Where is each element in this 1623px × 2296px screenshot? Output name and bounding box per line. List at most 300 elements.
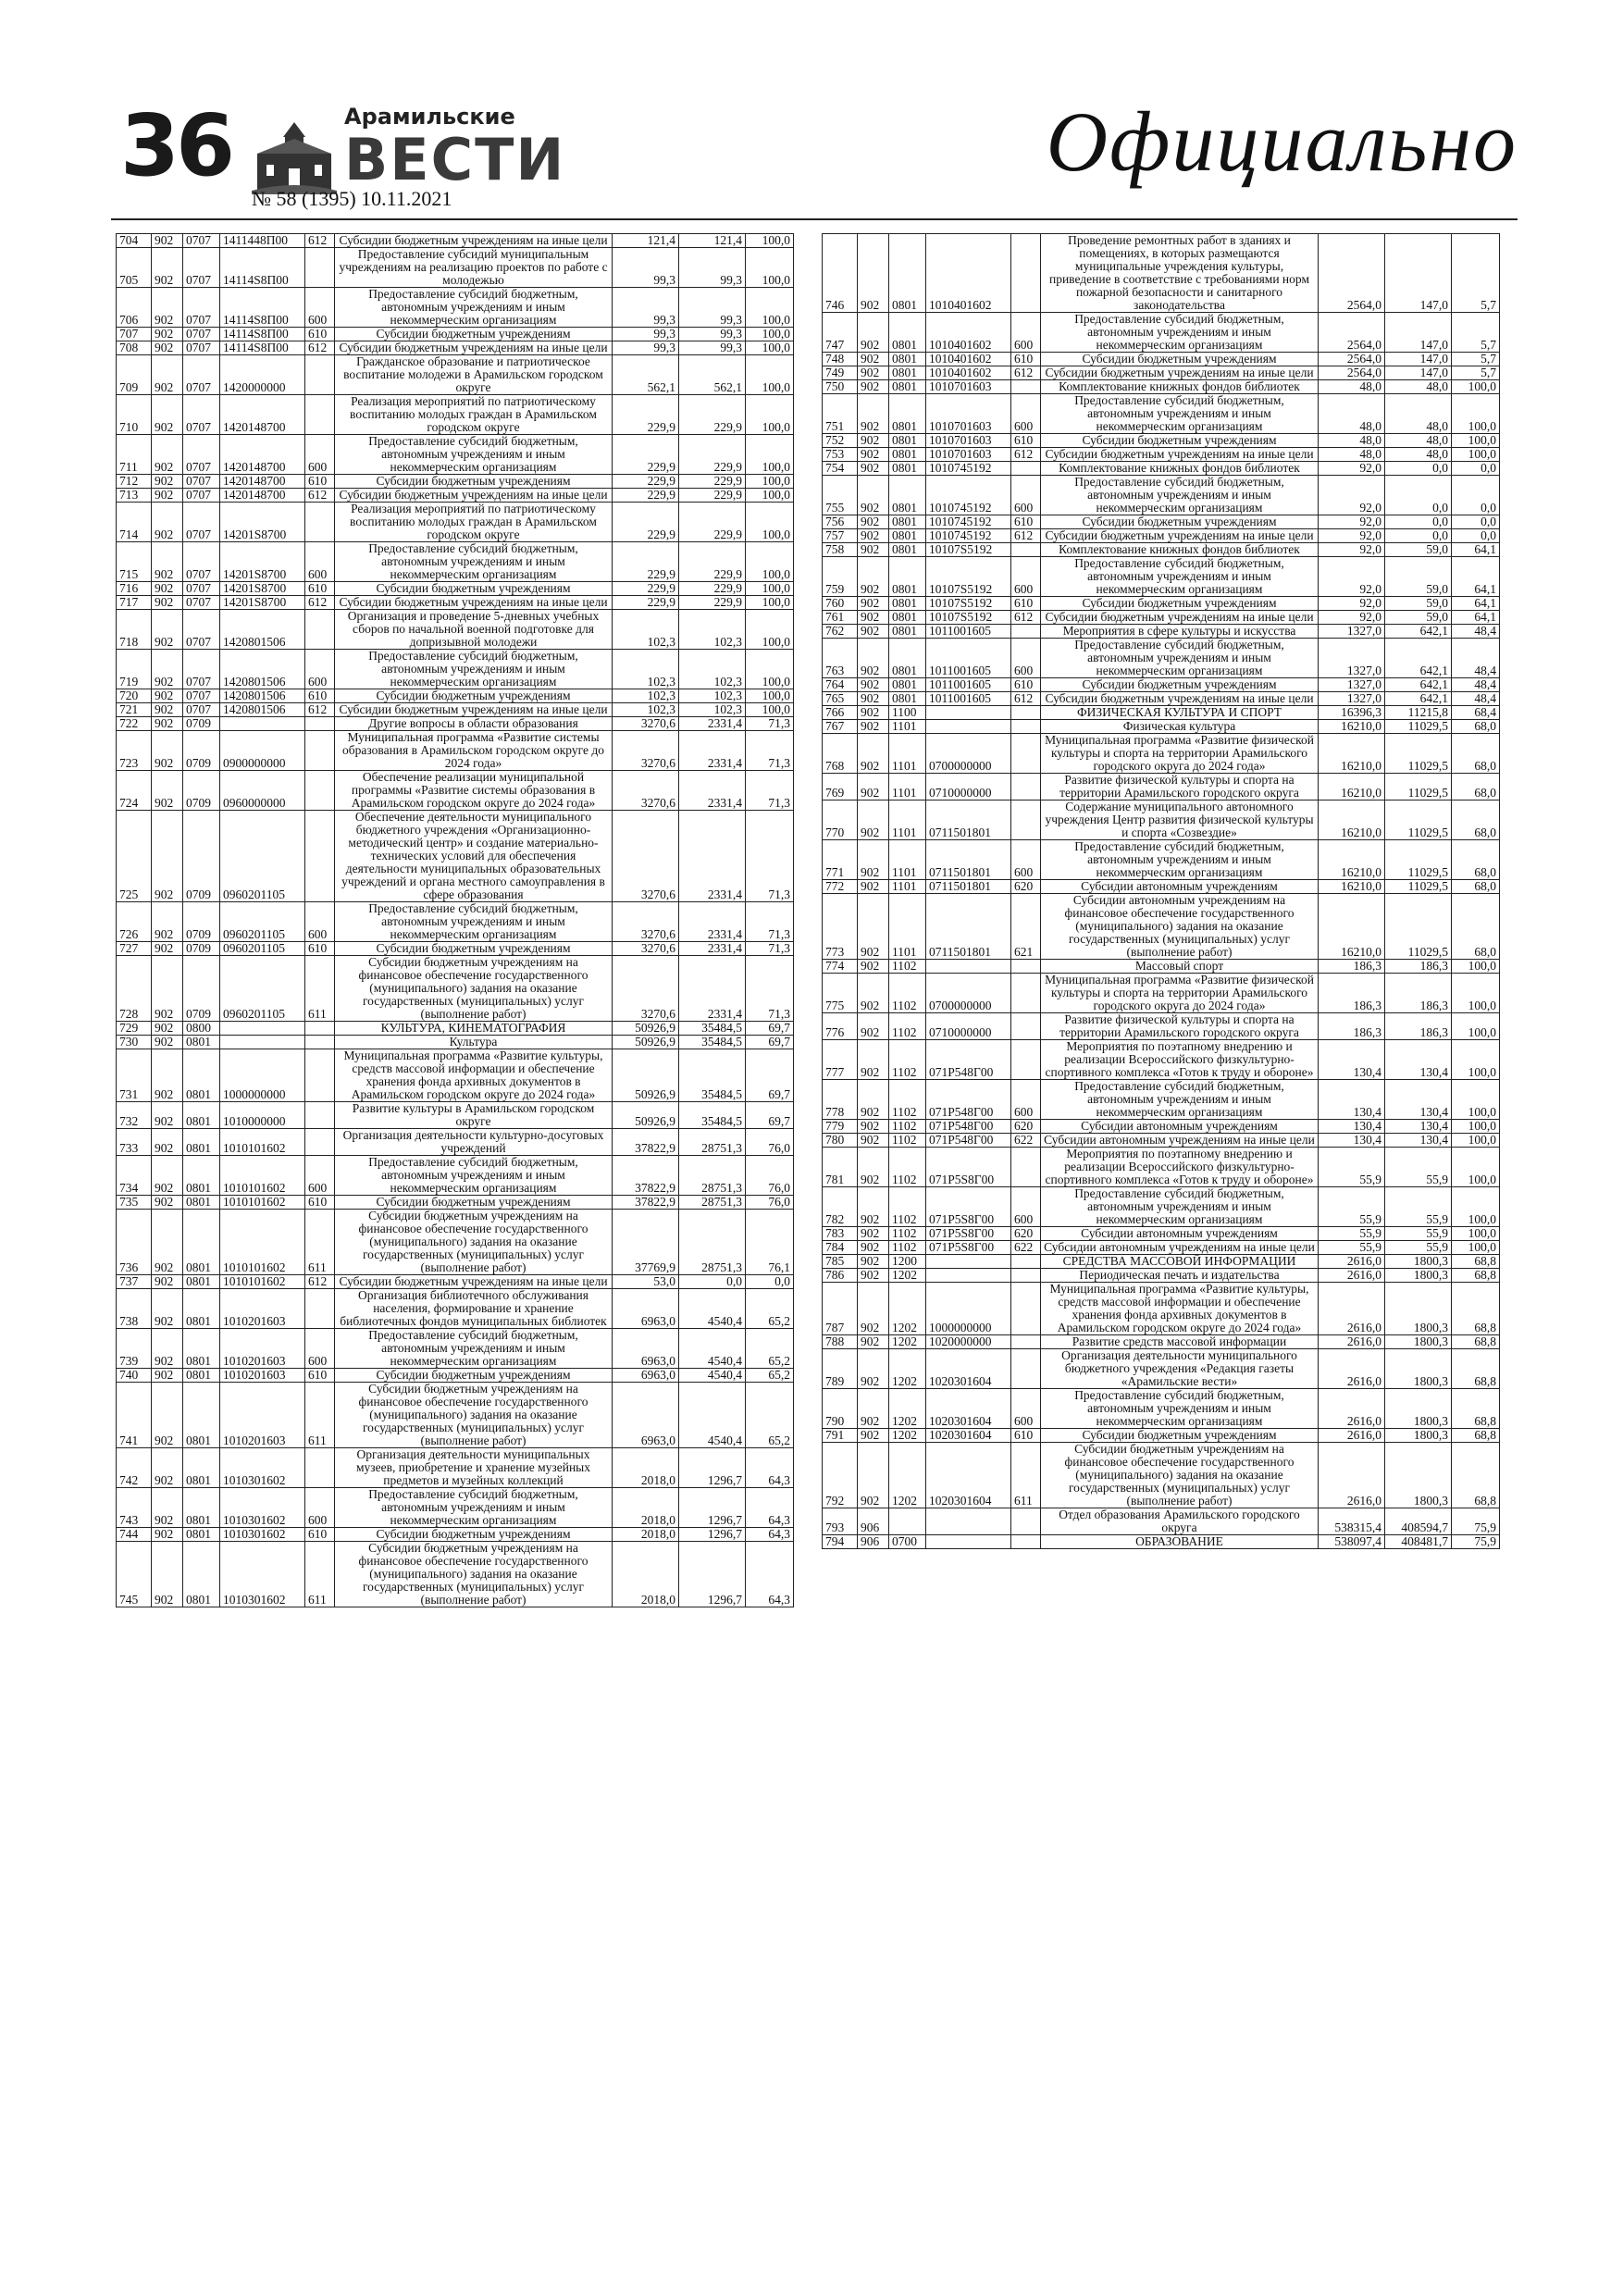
expense-type: 610 — [1011, 434, 1041, 448]
table-row — [117, 731, 794, 771]
department-code: 902 — [858, 1389, 889, 1429]
target-article: 0960201105 — [220, 902, 305, 942]
description: Субсидии автономным учреждениям на иные цели — [1041, 1241, 1319, 1255]
department-code: 902 — [858, 774, 889, 800]
description: Субсидии бюджетным учреждениям — [1041, 678, 1319, 692]
description: Субсидии бюджетным учреждениям на иные цели — [335, 234, 613, 248]
description: ФИЗИЧЕСКАЯ КУЛЬТУРА И СПОРТ — [1041, 706, 1319, 720]
section-code: 0709 — [183, 902, 220, 942]
planned-amount: 562,1 — [613, 355, 679, 395]
execution-percent: 0,0 — [746, 1275, 794, 1289]
description: Физическая культура — [1041, 720, 1319, 734]
planned-amount: 3270,6 — [613, 717, 679, 731]
section-code: 0801 — [889, 678, 926, 692]
description: Субсидии бюджетным учреждениям на финансовое обеспечение государственного (муниципального) задания на оказание государственных (муниципальных) услуг (выполнение работ) — [1041, 1443, 1319, 1508]
section-code: 0801 — [183, 1528, 220, 1542]
section-code: 0707 — [183, 355, 220, 395]
section-code: 1101 — [889, 840, 926, 880]
section-code: 0707 — [183, 395, 220, 435]
description: Организация деятельности муниципальных музеев, приобретение и хранение музейных предметов и музейных коллекций — [335, 1448, 613, 1488]
department-code: 902 — [858, 1040, 889, 1080]
planned-amount: 99,3 — [613, 248, 679, 288]
description: Проведение ремонтных работ в зданиях и помещениях, в которых размещаются муниципальные учреждения культуры, приведение в соответствие с требованиями норм пожарной безопасности и санитарного законодательства — [1041, 234, 1319, 313]
planned-amount: 229,9 — [613, 582, 679, 596]
table-row — [117, 717, 794, 731]
executed-amount: 35484,5 — [679, 1036, 746, 1049]
execution-percent: 100,0 — [1452, 380, 1500, 394]
table-row — [117, 650, 794, 689]
description: Муниципальная программа «Развитие физической культуры и спорта на территории Арамильского городского округа до 2024 года» — [1041, 734, 1319, 774]
department-code: 902 — [858, 611, 889, 625]
target-article: 1020301604 — [926, 1429, 1011, 1443]
row-number: 773 — [823, 894, 858, 960]
executed-amount: 11215,8 — [1385, 706, 1452, 720]
target-article: 1011001605 — [926, 692, 1011, 706]
execution-percent: 100,0 — [1452, 394, 1500, 434]
table-row — [823, 366, 1500, 380]
planned-amount: 37822,9 — [613, 1129, 679, 1156]
description: Муниципальная программа «Развитие физической культуры и спорта на территории Арамильского городского округа до 2024 года» — [1041, 974, 1319, 1013]
execution-percent: 5,7 — [1452, 366, 1500, 380]
row-number: 736 — [117, 1210, 152, 1275]
department-code: 902 — [858, 1269, 889, 1283]
executed-amount: 35484,5 — [679, 1022, 746, 1036]
section-code: 0801 — [183, 1289, 220, 1329]
expense-type — [305, 610, 335, 650]
target-article: 0711501801 — [926, 880, 1011, 894]
department-code: 902 — [858, 625, 889, 639]
department-code: 902 — [152, 355, 183, 395]
department-code: 902 — [858, 974, 889, 1013]
row-number: 794 — [823, 1535, 858, 1549]
planned-amount: 2616,0 — [1319, 1443, 1385, 1508]
execution-percent: 76,0 — [746, 1129, 794, 1156]
table-row — [823, 1255, 1500, 1269]
description: Реализация мероприятий по патриотическому воспитанию молодых граждан в Арамильском городском округе — [335, 503, 613, 542]
target-article — [926, 720, 1011, 734]
executed-amount: 35484,5 — [679, 1102, 746, 1129]
description: Предоставление субсидий муниципальным учреждениям на реализацию проектов по работе с молодежью — [335, 248, 613, 288]
department-code: 902 — [858, 313, 889, 353]
section-code: 1202 — [889, 1429, 926, 1443]
execution-percent: 68,8 — [1452, 1283, 1500, 1335]
target-article: 071P548Г00 — [926, 1040, 1011, 1080]
execution-percent: 68,8 — [1452, 1335, 1500, 1349]
expense-type: 612 — [305, 703, 335, 717]
execution-percent: 68,0 — [1452, 880, 1500, 894]
row-number: 707 — [117, 328, 152, 341]
executed-amount: 55,9 — [1385, 1241, 1452, 1255]
department-code: 902 — [858, 720, 889, 734]
section-code: 0801 — [889, 529, 926, 543]
target-article: 1010301602 — [220, 1448, 305, 1488]
description: Организация и проведение 5-дневных учебных сборов по начальной военной подготовке для допризывной молодежи — [335, 610, 613, 650]
row-number: 759 — [823, 557, 858, 597]
executed-amount: 99,3 — [679, 288, 746, 328]
department-code: 902 — [152, 475, 183, 489]
section-code: 1102 — [889, 1241, 926, 1255]
department-code: 902 — [858, 448, 889, 462]
description: Субсидии бюджетным учреждениям на финансовое обеспечение государственного (муниципального) задания на оказание государственных (муниципальных) услуг (выполнение работ) — [335, 956, 613, 1022]
execution-percent: 100,0 — [1452, 974, 1500, 1013]
department-code: 902 — [152, 1129, 183, 1156]
target-article: 1020301604 — [926, 1443, 1011, 1508]
execution-percent: 100,0 — [746, 355, 794, 395]
executed-amount: 11029,5 — [1385, 840, 1452, 880]
table-row — [823, 880, 1500, 894]
table-row — [823, 774, 1500, 800]
execution-percent: 64,1 — [1452, 543, 1500, 557]
expense-type: 610 — [305, 689, 335, 703]
target-article: 14201S8700 — [220, 542, 305, 582]
execution-percent: 100,0 — [746, 395, 794, 435]
expense-type — [1011, 960, 1041, 974]
section-code: 0801 — [183, 1049, 220, 1102]
executed-amount: 2331,4 — [679, 956, 746, 1022]
planned-amount: 6963,0 — [613, 1329, 679, 1369]
department-code: 902 — [858, 234, 889, 313]
executed-amount: 2331,4 — [679, 717, 746, 731]
section-code: 1101 — [889, 894, 926, 960]
section-code: 0707 — [183, 475, 220, 489]
table-row — [823, 720, 1500, 734]
target-article: 10107S5192 — [926, 557, 1011, 597]
executed-amount: 59,0 — [1385, 557, 1452, 597]
department-code: 902 — [152, 689, 183, 703]
description: Обеспечение реализации муниципальной программы «Развитие системы образования в Арамильском городском округе до 2024 года» — [335, 771, 613, 811]
target-article: 14201S8700 — [220, 582, 305, 596]
execution-percent: 64,1 — [1452, 557, 1500, 597]
description: Предоставление субсидий бюджетным, автономным учреждениям и иным некоммерческим организациям — [335, 1156, 613, 1196]
target-article: 1411448П00 — [220, 234, 305, 248]
executed-amount: 59,0 — [1385, 543, 1452, 557]
description: Развитие физической культуры и спорта на территории Арамильского городского округа — [1041, 774, 1319, 800]
target-article: 1010401602 — [926, 366, 1011, 380]
planned-amount: 1327,0 — [1319, 692, 1385, 706]
table-row — [823, 1227, 1500, 1241]
executed-amount: 130,4 — [1385, 1080, 1452, 1120]
planned-amount: 229,9 — [613, 596, 679, 610]
expense-type: 610 — [305, 942, 335, 956]
table-row — [117, 1528, 794, 1542]
description: Субсидии бюджетным учреждениям на иные цели — [1041, 529, 1319, 543]
row-number: 709 — [117, 355, 152, 395]
execution-percent: 100,0 — [746, 435, 794, 475]
department-code: 902 — [152, 288, 183, 328]
target-article: 071P5S8Г00 — [926, 1187, 1011, 1227]
logo-subtitle: Арамильские — [344, 104, 515, 130]
execution-percent: 100,0 — [1452, 1120, 1500, 1134]
row-number: 746 — [823, 234, 858, 313]
expense-type: 610 — [305, 1369, 335, 1383]
planned-amount: 6963,0 — [613, 1289, 679, 1329]
department-code: 902 — [152, 1528, 183, 1542]
department-code: 902 — [858, 434, 889, 448]
section-code: 0801 — [183, 1210, 220, 1275]
description: КУЛЬТУРА, КИНЕМАТОГРАФИЯ — [335, 1022, 613, 1036]
section-code: 1102 — [889, 1080, 926, 1120]
target-article: 1010000000 — [220, 1102, 305, 1129]
executed-amount: 2331,4 — [679, 811, 746, 902]
row-number: 717 — [117, 596, 152, 610]
executed-amount: 1800,3 — [1385, 1255, 1452, 1269]
execution-percent: 64,3 — [746, 1488, 794, 1528]
row-number: 763 — [823, 639, 858, 678]
expense-type — [1011, 1013, 1041, 1040]
expense-type — [1011, 1255, 1041, 1269]
executed-amount: 1800,3 — [1385, 1335, 1452, 1349]
description: Субсидии бюджетным учреждениям — [335, 689, 613, 703]
row-number: 761 — [823, 611, 858, 625]
execution-percent: 100,0 — [1452, 1148, 1500, 1187]
executed-amount: 1800,3 — [1385, 1389, 1452, 1429]
executed-amount: 229,9 — [679, 542, 746, 582]
row-number: 783 — [823, 1227, 858, 1241]
executed-amount: 55,9 — [1385, 1148, 1452, 1187]
planned-amount: 102,3 — [613, 689, 679, 703]
section-code: 0707 — [183, 248, 220, 288]
header-rule — [111, 218, 1518, 220]
execution-percent: 69,7 — [746, 1036, 794, 1049]
department-code: 902 — [858, 1013, 889, 1040]
row-number: 793 — [823, 1508, 858, 1535]
section-code: 1101 — [889, 720, 926, 734]
target-article — [926, 1255, 1011, 1269]
row-number: 750 — [823, 380, 858, 394]
target-article: 071P5S8Г00 — [926, 1227, 1011, 1241]
execution-percent: 100,0 — [1452, 1013, 1500, 1040]
executed-amount: 28751,3 — [679, 1210, 746, 1275]
execution-percent: 100,0 — [1452, 1227, 1500, 1241]
row-number: 792 — [823, 1443, 858, 1508]
execution-percent: 0,0 — [1452, 529, 1500, 543]
execution-percent: 71,3 — [746, 717, 794, 731]
section-code: 1102 — [889, 974, 926, 1013]
table-row — [117, 542, 794, 582]
table-row — [823, 529, 1500, 543]
row-number: 749 — [823, 366, 858, 380]
executed-amount: 408594,7 — [1385, 1508, 1452, 1535]
executed-amount: 642,1 — [1385, 639, 1452, 678]
table-row — [823, 1429, 1500, 1443]
description: Мероприятия по поэтапному внедрению и реализации Всероссийского физкультурно-спортивного комплекса «Готов к труду и обороне» — [1041, 1040, 1319, 1080]
target-article: 10107S5192 — [926, 597, 1011, 611]
description: Субсидии бюджетным учреждениям — [1041, 1429, 1319, 1443]
section-code: 0801 — [183, 1196, 220, 1210]
budget-table-right — [822, 233, 1500, 1549]
expense-type — [305, 1289, 335, 1329]
department-code: 902 — [152, 1102, 183, 1129]
planned-amount: 37822,9 — [613, 1156, 679, 1196]
executed-amount: 562,1 — [679, 355, 746, 395]
target-article: 1420801506 — [220, 610, 305, 650]
department-code: 902 — [858, 1429, 889, 1443]
expense-type — [1011, 1335, 1041, 1349]
expense-type: 610 — [305, 328, 335, 341]
row-number: 791 — [823, 1429, 858, 1443]
section-code: 0801 — [889, 234, 926, 313]
section-code: 1102 — [889, 1187, 926, 1227]
department-code: 902 — [858, 1335, 889, 1349]
execution-percent: 71,3 — [746, 731, 794, 771]
planned-amount: 102,3 — [613, 703, 679, 717]
expense-type: 612 — [1011, 529, 1041, 543]
expense-type — [1011, 1535, 1041, 1549]
section-code: 0801 — [183, 1448, 220, 1488]
expense-type: 622 — [1011, 1134, 1041, 1148]
expense-type: 612 — [1011, 366, 1041, 380]
table-row — [823, 1389, 1500, 1429]
expense-type — [305, 771, 335, 811]
description: Субсидии автономным учреждениям на иные цели — [1041, 1134, 1319, 1148]
logo-title: ВЕСТИ — [344, 126, 566, 193]
description: Субсидии автономным учреждениям — [1041, 880, 1319, 894]
table-row — [117, 395, 794, 435]
expense-type: 600 — [305, 435, 335, 475]
expense-type: 610 — [305, 1196, 335, 1210]
executed-amount: 130,4 — [1385, 1040, 1452, 1080]
department-code: 902 — [858, 800, 889, 840]
target-article: 0960201105 — [220, 942, 305, 956]
target-article: 14114S8П00 — [220, 248, 305, 288]
row-number: 711 — [117, 435, 152, 475]
table-row — [117, 811, 794, 902]
description: Субсидии бюджетным учреждениям — [1041, 515, 1319, 529]
expense-type — [1011, 1283, 1041, 1335]
table-row — [117, 596, 794, 610]
execution-percent: 100,0 — [1452, 1187, 1500, 1227]
executed-amount: 1296,7 — [679, 1528, 746, 1542]
row-number: 771 — [823, 840, 858, 880]
planned-amount: 6963,0 — [613, 1369, 679, 1383]
department-code: 902 — [152, 1156, 183, 1196]
description: Субсидии бюджетным учреждениям на иные цели — [1041, 692, 1319, 706]
section-code: 0709 — [183, 942, 220, 956]
expense-type: 600 — [1011, 1389, 1041, 1429]
executed-amount: 2331,4 — [679, 731, 746, 771]
target-article: 1010201603 — [220, 1369, 305, 1383]
target-article: 1011001605 — [926, 625, 1011, 639]
executed-amount: 11029,5 — [1385, 774, 1452, 800]
section-code: 1102 — [889, 1227, 926, 1241]
target-article: 14114S8П00 — [220, 341, 305, 355]
executed-amount: 229,9 — [679, 503, 746, 542]
execution-percent: 5,7 — [1452, 353, 1500, 366]
execution-percent: 100,0 — [1452, 448, 1500, 462]
executed-amount: 102,3 — [679, 689, 746, 703]
row-number: 710 — [117, 395, 152, 435]
executed-amount: 1800,3 — [1385, 1443, 1452, 1508]
planned-amount: 2564,0 — [1319, 313, 1385, 353]
executed-amount: 99,3 — [679, 328, 746, 341]
planned-amount: 48,0 — [1319, 394, 1385, 434]
executed-amount: 1800,3 — [1385, 1349, 1452, 1389]
planned-amount: 55,9 — [1319, 1148, 1385, 1187]
expense-type: 600 — [1011, 1187, 1041, 1227]
planned-amount: 3270,6 — [613, 811, 679, 902]
table-row — [117, 1129, 794, 1156]
executed-amount: 1800,3 — [1385, 1429, 1452, 1443]
description: Культура — [335, 1036, 613, 1049]
section-code: 0801 — [889, 448, 926, 462]
planned-amount: 50926,9 — [613, 1049, 679, 1102]
target-article: 1010101602 — [220, 1210, 305, 1275]
planned-amount: 2616,0 — [1319, 1255, 1385, 1269]
department-code: 902 — [152, 902, 183, 942]
section-code: 1202 — [889, 1283, 926, 1335]
department-code: 902 — [858, 1443, 889, 1508]
description: Субсидии бюджетным учреждениям на финансовое обеспечение государственного (муниципального) задания на оказание государственных (муниципальных) услуг (выполнение работ) — [335, 1383, 613, 1448]
description: Предоставление субсидий бюджетным, автономным учреждениям и иным некоммерческим организациям — [335, 902, 613, 942]
target-article: 1011001605 — [926, 639, 1011, 678]
description: Предоставление субсидий бюджетным, автономным учреждениям и иным некоммерческим организациям — [1041, 557, 1319, 597]
table-row — [117, 582, 794, 596]
department-code: 902 — [858, 353, 889, 366]
row-number: 718 — [117, 610, 152, 650]
target-article: 1010745192 — [926, 462, 1011, 476]
description: Предоставление субсидий бюджетным, автономным учреждениям и иным некоммерческим организациям — [335, 435, 613, 475]
department-code: 902 — [152, 395, 183, 435]
expense-type: 600 — [305, 542, 335, 582]
table-row — [823, 353, 1500, 366]
expense-type: 622 — [1011, 1241, 1041, 1255]
description: Мероприятия по поэтапному внедрению и реализации Всероссийского физкультурно-спортивного комплекса «Готов к труду и обороне» — [1041, 1148, 1319, 1187]
executed-amount: 0,0 — [679, 1275, 746, 1289]
table-row — [823, 557, 1500, 597]
description: Субсидии бюджетным учреждениям — [1041, 353, 1319, 366]
planned-amount: 2018,0 — [613, 1488, 679, 1528]
planned-amount: 16396,3 — [1319, 706, 1385, 720]
execution-percent: 68,8 — [1452, 1389, 1500, 1429]
expense-type — [1011, 543, 1041, 557]
planned-amount: 2564,0 — [1319, 234, 1385, 313]
planned-amount: 2564,0 — [1319, 353, 1385, 366]
left-column — [116, 233, 794, 1607]
department-code: 902 — [152, 1542, 183, 1607]
planned-amount: 16210,0 — [1319, 774, 1385, 800]
row-number: 739 — [117, 1329, 152, 1369]
department-code: 902 — [858, 380, 889, 394]
section-code: 0709 — [183, 731, 220, 771]
row-number: 724 — [117, 771, 152, 811]
execution-percent: 65,2 — [746, 1383, 794, 1448]
department-code: 906 — [858, 1508, 889, 1535]
section-code: 0801 — [889, 476, 926, 515]
planned-amount: 92,0 — [1319, 597, 1385, 611]
description: Предоставление субсидий бюджетным, автономным учреждениям и иным некоммерческим организациям — [1041, 1187, 1319, 1227]
section-code: 0801 — [889, 313, 926, 353]
description: Комплектование книжных фондов библиотек — [1041, 543, 1319, 557]
row-number: 775 — [823, 974, 858, 1013]
row-number: 721 — [117, 703, 152, 717]
row-number: 732 — [117, 1102, 152, 1129]
department-code: 902 — [152, 811, 183, 902]
target-article: 0960000000 — [220, 771, 305, 811]
planned-amount: 2616,0 — [1319, 1429, 1385, 1443]
executed-amount: 4540,4 — [679, 1289, 746, 1329]
planned-amount: 99,3 — [613, 341, 679, 355]
row-number: 778 — [823, 1080, 858, 1120]
row-number: 752 — [823, 434, 858, 448]
planned-amount: 99,3 — [613, 328, 679, 341]
target-article: 1000000000 — [926, 1283, 1011, 1335]
execution-percent: 71,3 — [746, 771, 794, 811]
planned-amount: 229,9 — [613, 435, 679, 475]
executed-amount: 229,9 — [679, 395, 746, 435]
department-code: 902 — [152, 435, 183, 475]
target-article: 14114S8П00 — [220, 288, 305, 328]
planned-amount: 99,3 — [613, 288, 679, 328]
